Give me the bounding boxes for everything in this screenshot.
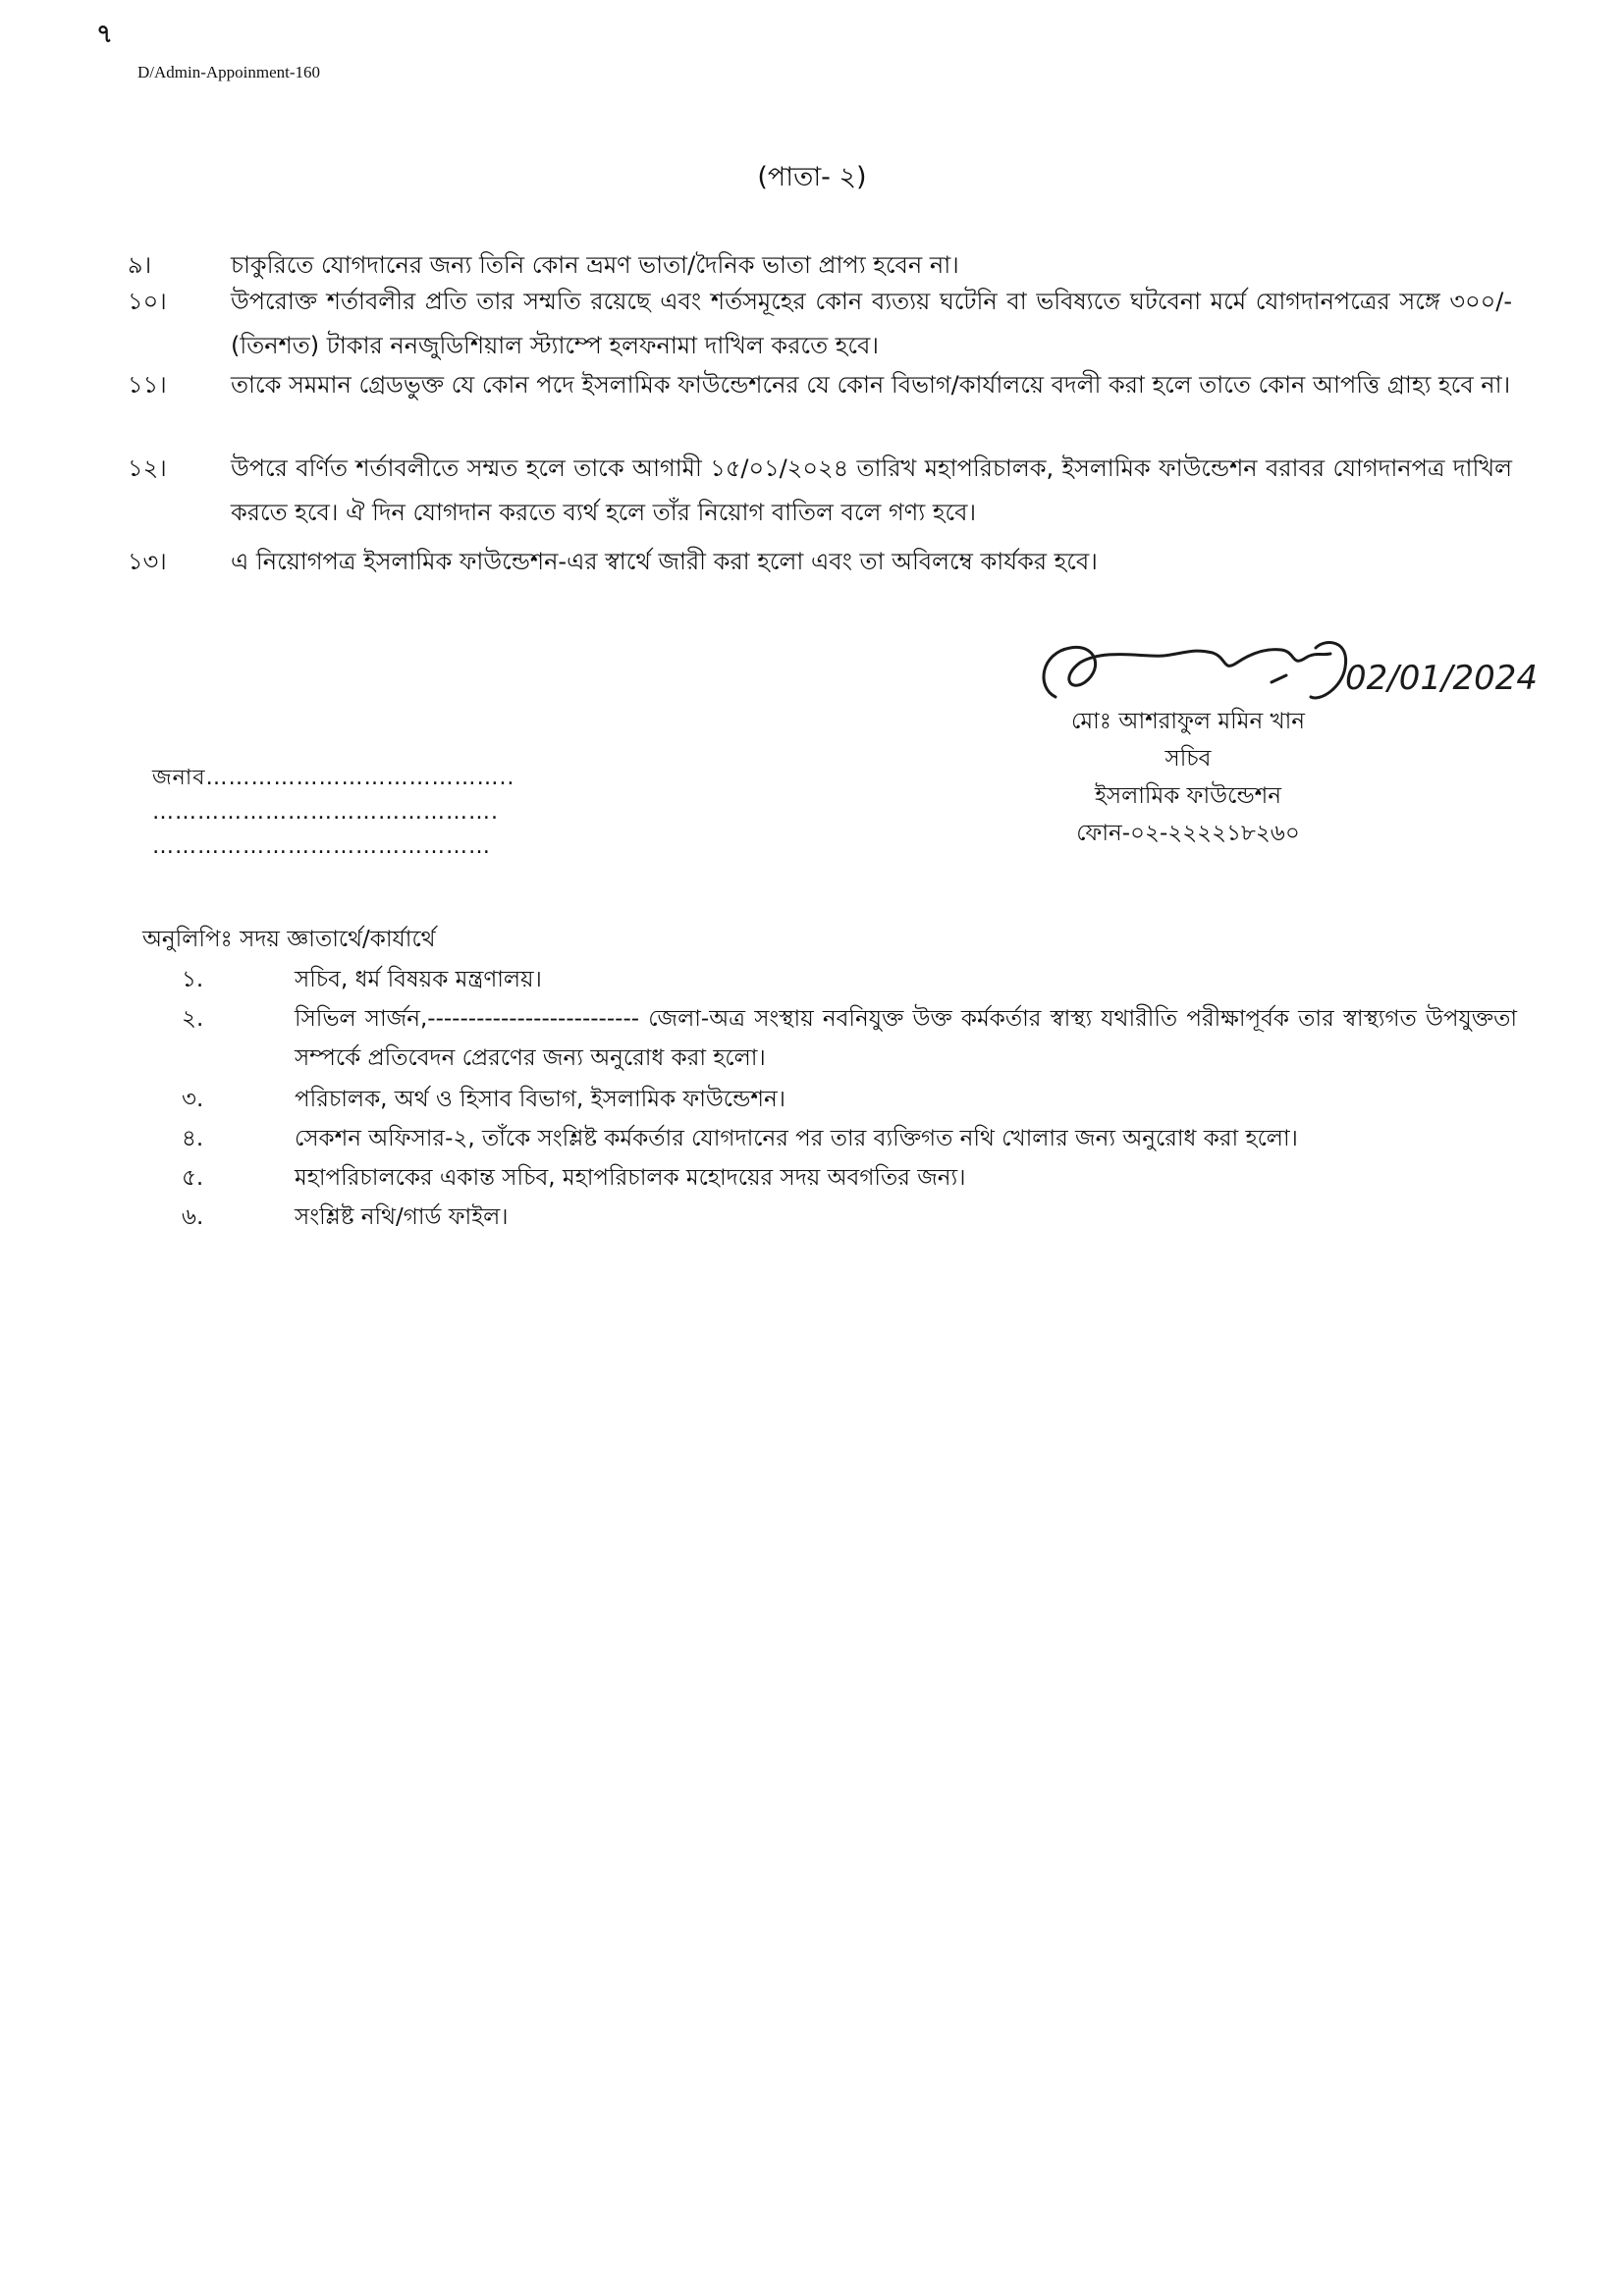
- signatory-designation: সচিব: [1164, 746, 1212, 772]
- signatory-phone: ফোন-০২-২২২২১৮২৬০: [1076, 821, 1300, 846]
- condition-item: [128, 447, 1512, 535]
- copy-item: [182, 1080, 1517, 1119]
- signatory-organization: ইসলামিক ফাউন্ডেশন: [1094, 783, 1282, 809]
- copy-text: পরিচালক, অর্থ ও হিসাব বিভাগ, ইসলামিক ফাউন্ডেশন।: [295, 1087, 785, 1112]
- condition-item: [128, 363, 1512, 407]
- copy-text: সেকশন অফিসার-২, তাঁকে সংশ্লিষ্ট কর্মকর্তার যোগদানের পর তার ব্যক্তিগত নথি খোলার জন্য অনুরোধ করা হলো।: [295, 1126, 1298, 1151]
- condition-number: ১১।: [128, 371, 167, 399]
- condition-text: উপরোক্ত শর্তাবলীর প্রতি তার সম্মতি রয়েছে এবং শর্তসমূহের কোন ব্যত্যয় ঘটেনি বা ভবিষ্যতে ঘটবেনা মর্মে যোগদানপত্রের সঙ্গে ৩০০/-(তিনশত) টাকার ননজুডিশিয়াল স্ট্যাম্পে হলফনামা দাখিল করতে হবে।: [231, 288, 1512, 359]
- copy-number: ৬.: [182, 1204, 204, 1230]
- condition-item: [128, 540, 1512, 584]
- condition-text: উপরে বর্ণিত শর্তাবলীতে সম্মত হলে তাকে আগামী ১৫/০১/২০২৪ তারিখ মহাপরিচালক, ইসলামিক ফাউন্ডেশন বরাবর যোগদানপত্র দাখিল করতে হবে। ঐ দিন যোগদান করতে ব্যর্থ হলে তাঁর নিয়োগ বাতিল বলে গণ্য হবে।: [231, 454, 1512, 526]
- condition-number: ১০।: [128, 288, 167, 315]
- signature-date: 02/01/2024: [1345, 659, 1538, 698]
- condition-text: চাকুরিতে যোগদানের জন্য তিনি কোন ভ্রমণ ভাতা/দৈনিক ভাতা প্রাপ্য হবেন না।: [231, 251, 959, 279]
- copies-title: অনুলিপিঃ সদয় জ্ঞাতার্থে/কার্যার্থে: [142, 927, 436, 952]
- condition-text: তাকে সমমান গ্রেডভুক্ত যে কোন পদে ইসলামিক ফাউন্ডেশনের যে কোন বিভাগ/কার্যালয়ে বদলী করা হলে তাতে কোন আপত্তি গ্রাহ্য হবে না।: [231, 371, 1511, 399]
- copy-item: [182, 1158, 1517, 1198]
- addressee-block: [152, 761, 514, 864]
- reference-number: D/Admin-Appoinment-160: [137, 63, 321, 81]
- condition-number: ১৩।: [128, 548, 167, 575]
- copy-number: ২.: [182, 1006, 204, 1032]
- page-number: (পাতা- ২): [757, 162, 867, 192]
- condition-text: এ নিয়োগপত্র ইসলামিক ফাউন্ডেশন-এর স্বার্থে জারী করা হলো এবং তা অবিলম্বে কার্যকর হবে।: [231, 548, 1098, 575]
- corner-mark: ৭: [96, 20, 113, 49]
- copy-number: ৫.: [182, 1165, 204, 1191]
- copy-number: ৩.: [182, 1087, 204, 1112]
- copy-item: [182, 1119, 1517, 1158]
- copy-text: মহাপরিচালকের একান্ত সচিব, মহাপরিচালক মহোদয়ের সদয় অবগতির জন্য।: [295, 1165, 966, 1191]
- signatory-name: মোঃ আশরাফুল মমিন খান: [1070, 709, 1306, 734]
- copy-text: সংশ্লিষ্ট নথি/গার্ড ফাইল।: [295, 1204, 509, 1230]
- addressee-line: ………………………………………: [152, 834, 491, 859]
- copy-number: ৪.: [182, 1126, 204, 1151]
- addressee-line: ……………………………………….: [152, 800, 499, 825]
- condition-number: ৯।: [128, 251, 152, 279]
- copy-item: [182, 1198, 1517, 1237]
- copy-text: সিভিল সার্জন,-------------------------- জেলা-অত্র সংস্থায় নবনিযুক্ত উক্ত কর্মকর্তার স্বাস্থ্য যথারীতি পরীক্ষাপূর্বক তার স্বাস্থ্যগত উপযুক্ততা সম্পর্কে প্রতিবেদন প্রেরণের জন্য অনুরোধ করা হলো।: [295, 1006, 1517, 1071]
- copy-number: ১.: [182, 967, 204, 992]
- condition-item: [128, 280, 1512, 368]
- copy-item: [182, 999, 1517, 1078]
- signatory-block: [1001, 703, 1375, 852]
- copy-item: [182, 960, 1517, 999]
- addressee-line: জনাব…………………………………..: [152, 766, 515, 790]
- condition-number: ১২।: [128, 454, 167, 482]
- copy-text: সচিব, ধর্ম বিষয়ক মন্ত্রণালয়।: [295, 967, 542, 992]
